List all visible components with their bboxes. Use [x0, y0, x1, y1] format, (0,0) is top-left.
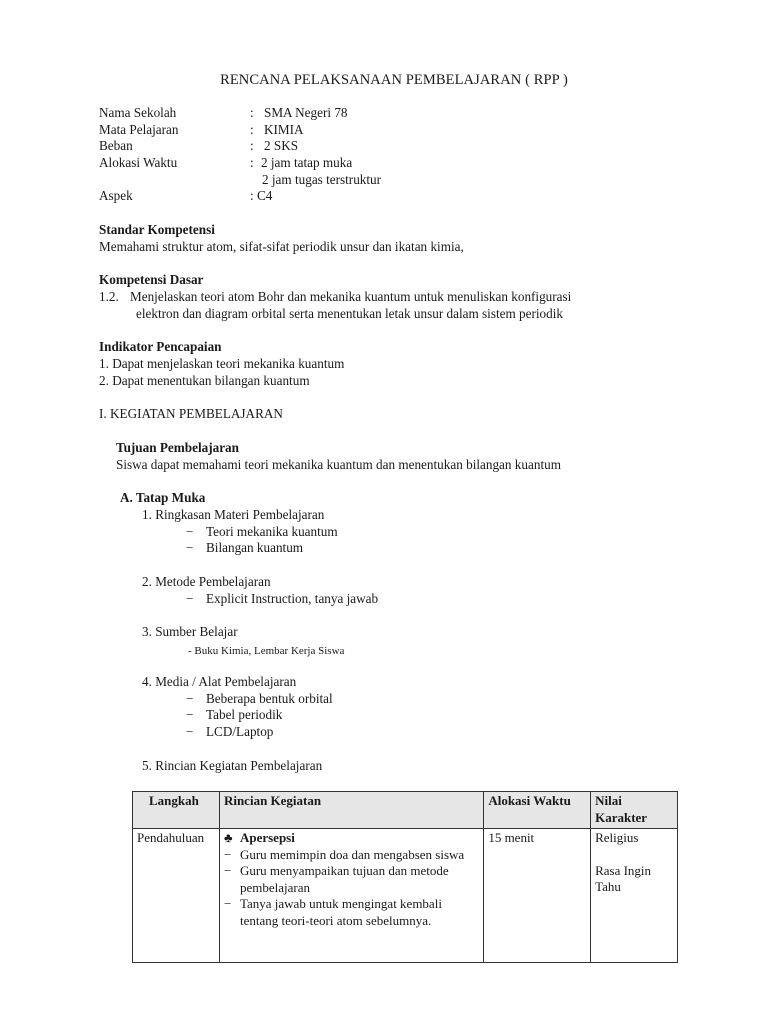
- list-item-text: Guru memimpin doa dan mengabsen siswa: [239, 846, 465, 862]
- standar-text: Memahami struktur atom, sifat-sifat periodik unsur dan ikatan kimia,: [99, 239, 464, 254]
- kompetensi-number: 1.2.: [99, 289, 119, 304]
- list-item: Bilangan kuantum: [206, 540, 304, 555]
- dash-marker: −: [186, 707, 194, 722]
- dash-marker: −: [223, 863, 232, 878]
- standar-heading: Standar Kompetensi: [99, 222, 215, 237]
- list-item: Tabel periodik: [206, 707, 283, 722]
- header-nilai: Nilai Karakter: [591, 792, 678, 829]
- identity-label: Nama Sekolah: [99, 105, 177, 120]
- dash-marker: −: [186, 540, 194, 555]
- identity-label: Mata Pelajaran: [99, 122, 179, 137]
- cell-rincian: [219, 829, 483, 963]
- rincian-table: [132, 791, 678, 963]
- sumber-title: 3. Sumber Belajar: [142, 624, 238, 639]
- nilai-religius: Religius: [595, 830, 639, 845]
- media-title: 4. Media / Alat Pembelajaran: [142, 674, 297, 689]
- identity-sep: :: [250, 155, 254, 170]
- list-item: LCD/Laptop: [206, 724, 274, 739]
- kompetensi-line: elektron dan diagram orbital serta menentukan letak unsur dalam sistem periodik: [136, 306, 563, 321]
- cell-langkah: Pendahuluan: [133, 829, 220, 963]
- identity-label: Alokasi Waktu: [99, 155, 178, 170]
- dash-marker: −: [223, 846, 232, 862]
- list-item-text: Tanya jawab untuk mengingat kembali tentang teori-teori atom sebelumnya.: [239, 896, 442, 928]
- identity-sep: :: [250, 138, 254, 153]
- apersepsi-label: Apersepsi: [239, 830, 295, 845]
- list-item-text: Guru menyampaikan tujuan dan metode pembelajaran: [239, 863, 449, 895]
- kompetensi-heading: Kompetensi Dasar: [99, 272, 204, 287]
- indikator-heading: Indikator Pencapaian: [99, 339, 222, 354]
- sumber-text: - Buku Kimia, Lembar Kerja Siswa: [188, 645, 345, 657]
- metode-title: 2. Metode Pembelajaran: [142, 574, 271, 589]
- tatap-muka-heading: A. Tatap Muka: [120, 490, 206, 505]
- list-item: Teori mekanika kuantum: [206, 524, 338, 539]
- list-item: Explicit Instruction, tanya jawab: [206, 591, 379, 606]
- indikator-item: 1. Dapat menjelaskan teori mekanika kuantum: [99, 356, 345, 371]
- identity-value: 2 SKS: [264, 138, 299, 153]
- identity-value: C4: [257, 188, 273, 203]
- identity-sep: :: [250, 188, 254, 203]
- table-row: [133, 829, 678, 963]
- identity-sep: :: [250, 105, 254, 120]
- dash-marker: −: [186, 524, 194, 539]
- identity-label: Aspek: [99, 188, 133, 203]
- identity-sep: :: [250, 122, 254, 137]
- list-item: [224, 847, 479, 864]
- identity-value-continued: 2 jam tugas terstruktur: [262, 172, 382, 187]
- kegiatan-heading: I. KEGIATAN PEMBELAJARAN: [99, 406, 283, 421]
- indikator-item: 2. Dapat menentukan bilangan kuantum: [99, 373, 310, 388]
- list-item: [224, 863, 479, 896]
- header-langkah: Langkah: [133, 792, 220, 829]
- dash-marker: −: [186, 691, 194, 706]
- identity-value: 2 jam tatap muka: [261, 155, 353, 170]
- list-item: Beberapa bentuk orbital: [206, 691, 333, 706]
- cell-alokasi: 15 menit: [484, 829, 591, 963]
- dash-marker: −: [223, 896, 232, 911]
- header-alokasi: Alokasi Waktu: [484, 792, 591, 829]
- tujuan-text: Siswa dapat memahami teori mekanika kuantum dan menentukan bilangan kuantum: [116, 457, 561, 472]
- dash-marker: −: [186, 724, 194, 739]
- identity-value: KIMIA: [264, 122, 304, 137]
- kompetensi-line: Menjelaskan teori atom Bohr dan mekanika kuantum untuk menuliskan konfigurasi: [130, 289, 572, 304]
- club-icon: ♣: [223, 830, 233, 845]
- cell-nilai: [591, 829, 678, 963]
- table-header-row: [133, 792, 678, 829]
- header-rincian: Rincian Kegiatan: [219, 792, 483, 829]
- identity-value: SMA Negeri 78: [264, 105, 348, 120]
- ringkasan-title: 1. Ringkasan Materi Pembelajaran: [142, 507, 325, 522]
- identity-label: Beban: [99, 138, 133, 153]
- document-title: RENCANA PELAKSANAAN PEMBELAJARAN ( RPP ): [220, 72, 568, 88]
- apersepsi-item: [224, 830, 479, 847]
- nilai-rasa-ingin-tahu: Rasa Ingin Tahu: [595, 862, 652, 894]
- dash-marker: −: [186, 591, 194, 606]
- rincian-title: 5. Rincian Kegiatan Pembelajaran: [142, 758, 323, 773]
- list-item: [224, 896, 479, 929]
- tujuan-heading: Tujuan Pembelajaran: [116, 440, 239, 455]
